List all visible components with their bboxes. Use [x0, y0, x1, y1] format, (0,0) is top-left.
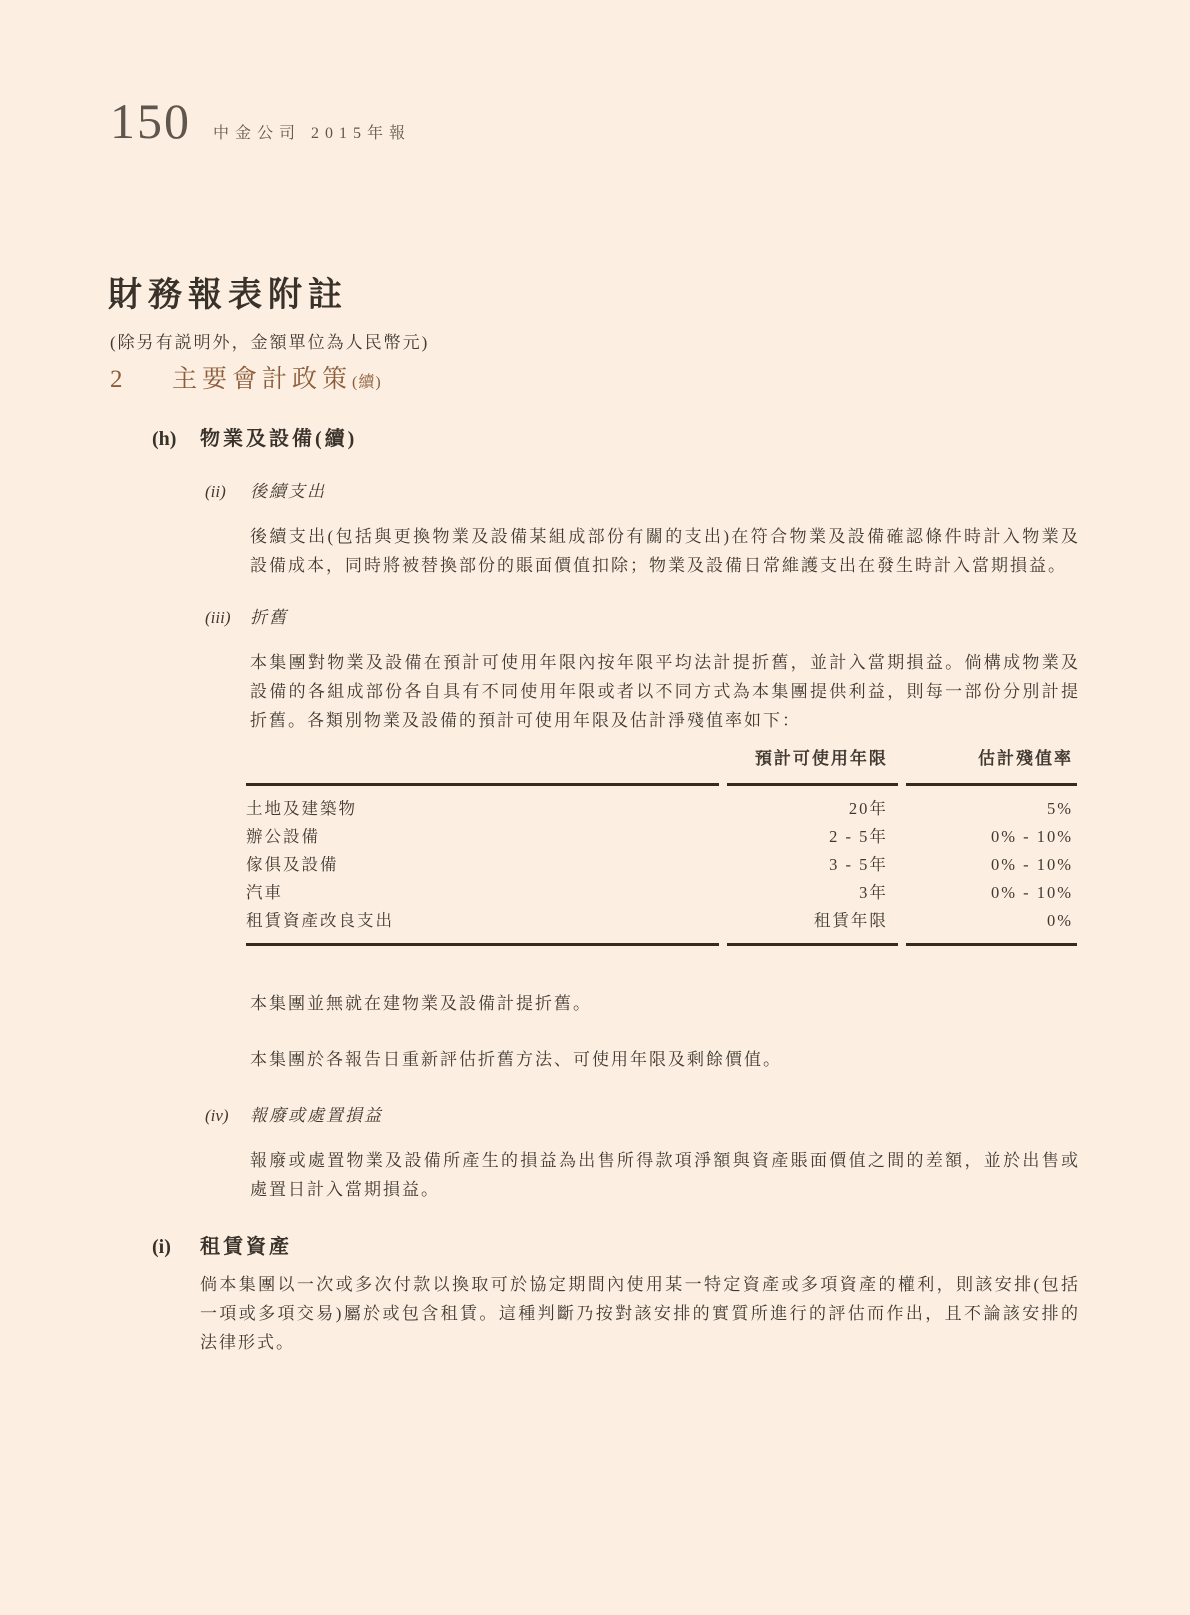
subsection-i — [152, 1232, 1080, 1357]
subsection-h-title: 物業及設備(續) — [200, 428, 358, 450]
table-cell-residual-rate: 0% - 10% — [991, 883, 1073, 902]
content — [110, 363, 1080, 1357]
table-row — [246, 823, 1077, 851]
item-iv-title: 報廢或處置損益 — [250, 1106, 383, 1125]
table-cell-category: 汽車 — [246, 883, 283, 902]
item-iv-paragraph: 報廢或處置物業及設備所產生的損益為出售所得款項淨額與資產賬面價值之間的差額，並於出售或處置日計入當期損益。 — [250, 1151, 1080, 1199]
page-number: 150 — [110, 93, 191, 149]
table-cell-residual-rate: 0% - 10% — [991, 827, 1073, 846]
table-cell-category: 傢俱及設備 — [246, 855, 339, 874]
note-reassessment: 本集團於各報告日重新評估折舊方法、可使用年限及剩餘價值。 — [250, 1050, 782, 1069]
table-cell-residual-rate: 5% — [1047, 799, 1073, 818]
table-cell-residual-rate: 0% — [906, 907, 1077, 946]
document-title: 財務報表附註 — [108, 277, 348, 314]
useful-life-table — [238, 747, 1085, 946]
table-row — [246, 851, 1077, 879]
subsection-i-label: (i) — [152, 1236, 171, 1258]
subsection-h-label: (h) — [152, 428, 177, 450]
item-iii-paragraph: 本集團對物業及設備在預計可使用年限內按年限平均法計提折舊，並計入當期損益。倘構成物業及設備的各組成部份各自具有不同使用年限或者以不同方式為本集團提供利益，則每一部份分別計提折舊。各類別物業及設備的預計可使用年限及估計淨殘值率如下： — [250, 653, 1080, 730]
section-title-text: 主要會計政策 — [172, 366, 353, 393]
table-cell-useful-life: 3 - 5年 — [829, 855, 888, 874]
section-number: 2 — [110, 366, 123, 393]
report-name: 中金公司 2015年報 — [213, 125, 412, 142]
subsection-i-content — [200, 1232, 1080, 1357]
table-cell-useful-life: 租賃年限 — [727, 907, 898, 946]
item-iv-body — [250, 1104, 1080, 1204]
subsection-i-title: 租賃資產 — [200, 1236, 292, 1258]
item-iii-body — [246, 606, 1080, 1074]
table-row — [246, 879, 1077, 907]
table-cell-category: 辦公設備 — [246, 827, 320, 846]
table-cell-useful-life: 3年 — [859, 883, 888, 902]
section-heading — [110, 363, 1080, 400]
table-header-category — [246, 747, 719, 786]
subsection-h-content — [200, 424, 1080, 1204]
item-ii-title: 後續支出 — [250, 482, 326, 501]
item-iii-title: 折舊 — [250, 608, 288, 627]
table-cell-useful-life: 2 - 5年 — [829, 827, 888, 846]
subsection-i-paragraph: 倘本集團以一次或多次付款以換取可於協定期間內使用某一特定資產或多項資產的權利，則該安排(包括一項或多項交易)屬於或包含租賃。這種判斷乃按對該安排的實質所進行的評估而作出，且不論該安排的法律形式。 — [200, 1275, 1080, 1352]
table-header-row — [246, 747, 1077, 786]
item-ii — [200, 480, 1080, 580]
note-no-depreciation: 本集團並無就在建物業及設備計提折舊。 — [250, 994, 592, 1013]
table-cell-category: 租賃資產改良支出 — [246, 907, 719, 946]
table-cell-useful-life: 20年 — [848, 799, 888, 818]
subsection-h — [152, 424, 1080, 1204]
table-row — [246, 786, 1077, 823]
section-continued-marker: (續) — [352, 374, 382, 391]
document-subtitle: (除另有説明外，金額單位為人民幣元) — [110, 333, 430, 352]
item-ii-paragraph: 後續支出(包括與更換物業及設備某組成部份有關的支出)在符合物業及設備確認條件時計入物業及設備成本，同時將被替換部份的賬面價值扣除；物業及設備日常維護支出在發生時計入當期損益。 — [250, 527, 1080, 575]
item-iv — [200, 1104, 1080, 1204]
table-header-useful-life: 預計可使用年限 — [727, 747, 898, 786]
page-header — [110, 93, 412, 149]
table-cell-residual-rate: 0% - 10% — [991, 855, 1073, 874]
table-cell-category: 土地及建築物 — [246, 799, 357, 818]
item-iii — [200, 606, 1080, 1074]
section-title — [172, 363, 382, 400]
item-ii-body — [250, 480, 1080, 580]
item-iii-label: (iii) — [205, 608, 231, 627]
item-iv-label: (iv) — [205, 1106, 229, 1125]
item-ii-label: (ii) — [205, 482, 226, 501]
table-row — [246, 907, 1077, 946]
table-header-residual-rate: 估計殘值率 — [906, 747, 1077, 786]
